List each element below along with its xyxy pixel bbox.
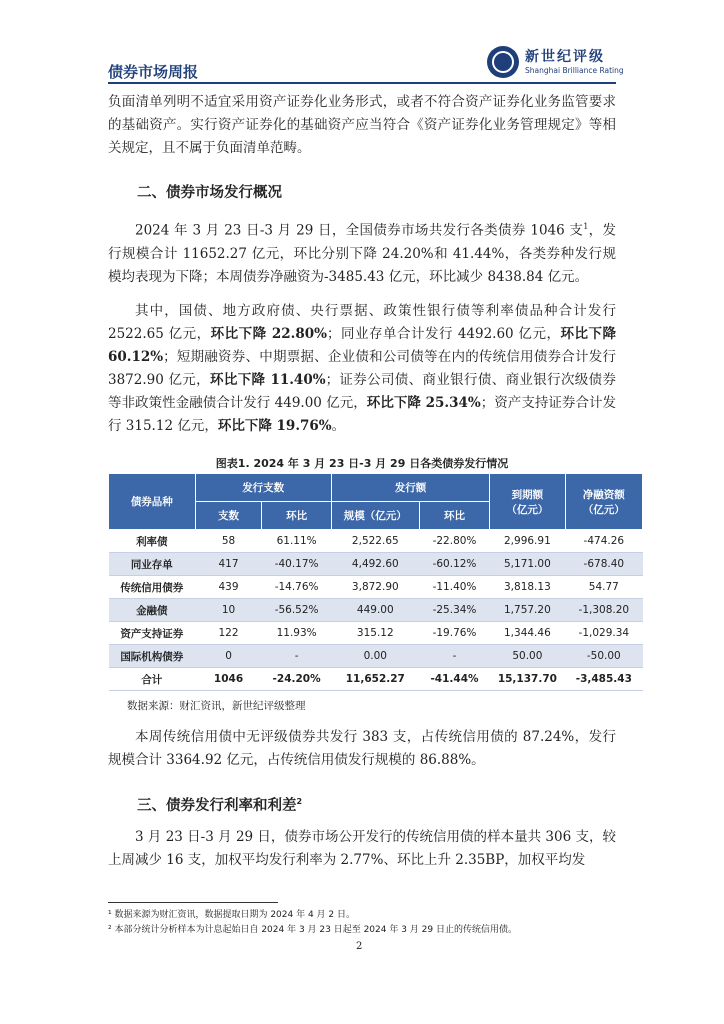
subheader-count-change: 环比	[262, 502, 331, 530]
header-bond-type: 债券品种	[109, 474, 196, 530]
value-cell: -24.20%	[262, 668, 331, 691]
highlight-change-text: 环比下降 60.12%	[108, 326, 616, 365]
value-cell: 449.00	[331, 599, 419, 622]
table-row	[109, 622, 643, 645]
value-cell: 61.11%	[262, 530, 331, 553]
footnote-divider	[108, 902, 278, 903]
value-cell: 0	[195, 645, 262, 668]
value-cell: 10	[195, 599, 262, 622]
report-title: 债券市场周报	[108, 63, 199, 81]
value-cell: 11.93%	[262, 622, 331, 645]
header-divider	[108, 82, 616, 84]
value-cell: -19.76%	[419, 622, 489, 645]
value-cell: -1,308.20	[565, 599, 642, 622]
footnote-1: ¹ 数据来源为财汇资讯，数据提取日期为 2024 年 4 月 2 日。	[108, 910, 355, 920]
bond-type-cell: 传统信用债券	[109, 576, 196, 599]
paragraph-text: 。	[331, 418, 346, 434]
table-source: 数据来源：财汇资讯，新世纪评级整理	[127, 700, 306, 712]
issuance-table	[108, 473, 643, 691]
value-cell: 54.77	[565, 576, 642, 599]
value-cell: -678.40	[565, 553, 642, 576]
value-cell: -50.00	[565, 645, 642, 668]
table-row	[109, 645, 643, 668]
value-cell: 2,522.65	[331, 530, 419, 553]
paragraph-text: ；资产支持证券合计发行 315.12 亿元，	[108, 395, 616, 434]
value-cell: 5,171.00	[490, 553, 565, 576]
value-cell: 4,492.60	[331, 553, 419, 576]
table-row	[109, 599, 643, 622]
value-cell: 58	[195, 530, 262, 553]
logo-chinese-name: 新世纪评级	[525, 49, 605, 65]
highlight-change-text: 环比下降 19.76%	[217, 418, 332, 434]
table-row	[109, 576, 643, 599]
value-cell: -1,029.34	[565, 622, 642, 645]
value-cell: 1,344.46	[490, 622, 565, 645]
value-cell: -14.76%	[262, 576, 331, 599]
bond-type-cell: 资产支持证券	[109, 622, 196, 645]
paragraph-text: 其中，国债、地方政府债、央行票据、政策性银行债等利率债品种合计发行 2522.65 亿元，	[108, 303, 616, 342]
value-cell: 50.00	[490, 645, 565, 668]
value-cell: -11.40%	[419, 576, 489, 599]
value-cell: -25.34%	[419, 599, 489, 622]
value-cell: 3,872.90	[331, 576, 419, 599]
highlight-change-text: 环比下降 22.80%	[210, 326, 327, 342]
value-cell: 315.12	[331, 622, 419, 645]
logo-english-name: Shanghai Brilliance Rating	[525, 66, 624, 75]
value-cell: -56.52%	[262, 599, 331, 622]
value-cell: 439	[195, 576, 262, 599]
paragraph-text: ；短期融资券、中期票据、企业债和公司债等在内的传统信用债券合计发行 3872.90 亿元，	[108, 349, 616, 388]
header-net-financing: 净融资额 （亿元）	[565, 474, 642, 530]
value-cell: 15,137.70	[490, 668, 565, 691]
section-heading-issuance: 二、债券市场发行概况	[137, 185, 282, 201]
value-cell: 0.00	[331, 645, 419, 668]
paragraph-text: ；同业存单合计发行 4492.60 亿元，	[326, 326, 561, 342]
value-cell: -40.17%	[262, 553, 331, 576]
value-cell: -60.12%	[419, 553, 489, 576]
intro-paragraph: 负面清单列明不适宜采用资产证券化业务形式，或者不符合资产证券化业务监管要求的基础资产。实行资产证券化的基础资产应当符合《资产证券化业务管理规定》等相关规定，且不属于负面清单范畴。	[108, 94, 616, 156]
value-cell: -3,485.43	[565, 668, 642, 691]
section-heading-rates: 三、债券发行利率和利差$^2$	[137, 797, 303, 814]
subheader-amount-change: 环比	[419, 502, 489, 530]
highlight-change-text: 环比下降 25.34%	[366, 395, 481, 411]
globe-logo-icon	[487, 46, 519, 78]
issuance-summary-paragraph: 2024 年 3 月 23 日-3 月 29 日，全国债券市场共发行各类债券 1046 支$^1$，发行规模合计 11652.27 亿元，环比分别下降 24.20%和 41.44%，各类券种发行规模均表现为下降；本周债券净融资为-3485.43 亿元，环比减少 8438.84 亿元。	[108, 222, 616, 285]
value-cell: -	[419, 645, 489, 668]
value-cell: -474.26	[565, 530, 642, 553]
value-cell: 2,996.91	[490, 530, 565, 553]
subheader-amount: 规模（亿元）	[331, 502, 419, 530]
value-cell: 1,757.20	[490, 599, 565, 622]
table-row	[109, 530, 643, 553]
brand-logo	[487, 44, 624, 80]
table-row	[109, 553, 643, 576]
value-cell: 417	[195, 553, 262, 576]
value-cell: 3,818.13	[490, 576, 565, 599]
header-maturity: 到期额 （亿元）	[490, 474, 565, 530]
table-caption: 图表1. 2024 年 3 月 23 日-3 月 29 日各类债券发行情况	[215, 457, 509, 470]
highlight-change-text: 环比下降 11.40%	[210, 372, 326, 388]
footnote-2: ² 本部分统计分析样本为计息起始日自 2024 年 3 月 23 日起至 2024 年 3 月 29 日止的传统信用债。	[108, 925, 517, 935]
value-cell: -22.80%	[419, 530, 489, 553]
bond-type-cell: 合计	[109, 668, 196, 691]
bond-type-cell: 国际机构债券	[109, 645, 196, 668]
value-cell: -41.44%	[419, 668, 489, 691]
header-issue-amount: 发行额	[331, 474, 489, 502]
bond-type-cell: 同业存单	[109, 553, 196, 576]
header-issue-count: 发行支数	[195, 474, 331, 502]
value-cell: 11,652.27	[331, 668, 419, 691]
bond-type-cell: 利率债	[109, 530, 196, 553]
value-cell: -	[262, 645, 331, 668]
bond-type-cell: 金融债	[109, 599, 196, 622]
value-cell: 122	[195, 622, 262, 645]
page-number: 2	[356, 941, 363, 952]
issuance-breakdown-paragraph	[108, 300, 616, 438]
rates-paragraph: 3 月 23 日-3 月 29 日，债券市场公开发行的传统信用债的样本量共 306 支，较上周减少 16 支，加权平均发行利率为 2.77%、环比上升 2.35BP，加权平均发	[108, 829, 616, 868]
table-row	[109, 668, 643, 691]
subheader-count: 支数	[195, 502, 262, 530]
credit-bond-paragraph: 本周传统信用债中无评级债券共发行 383 支，占传统信用债的 87.24%，发行规模合计 3364.92 亿元，占传统信用债发行规模的 86.88%。	[108, 729, 616, 768]
value-cell: 1046	[195, 668, 262, 691]
paragraph-text: ；证券公司债、商业银行债、商业银行次级债券等非政策性金融债合计发行 449.00 亿元，	[108, 372, 617, 411]
